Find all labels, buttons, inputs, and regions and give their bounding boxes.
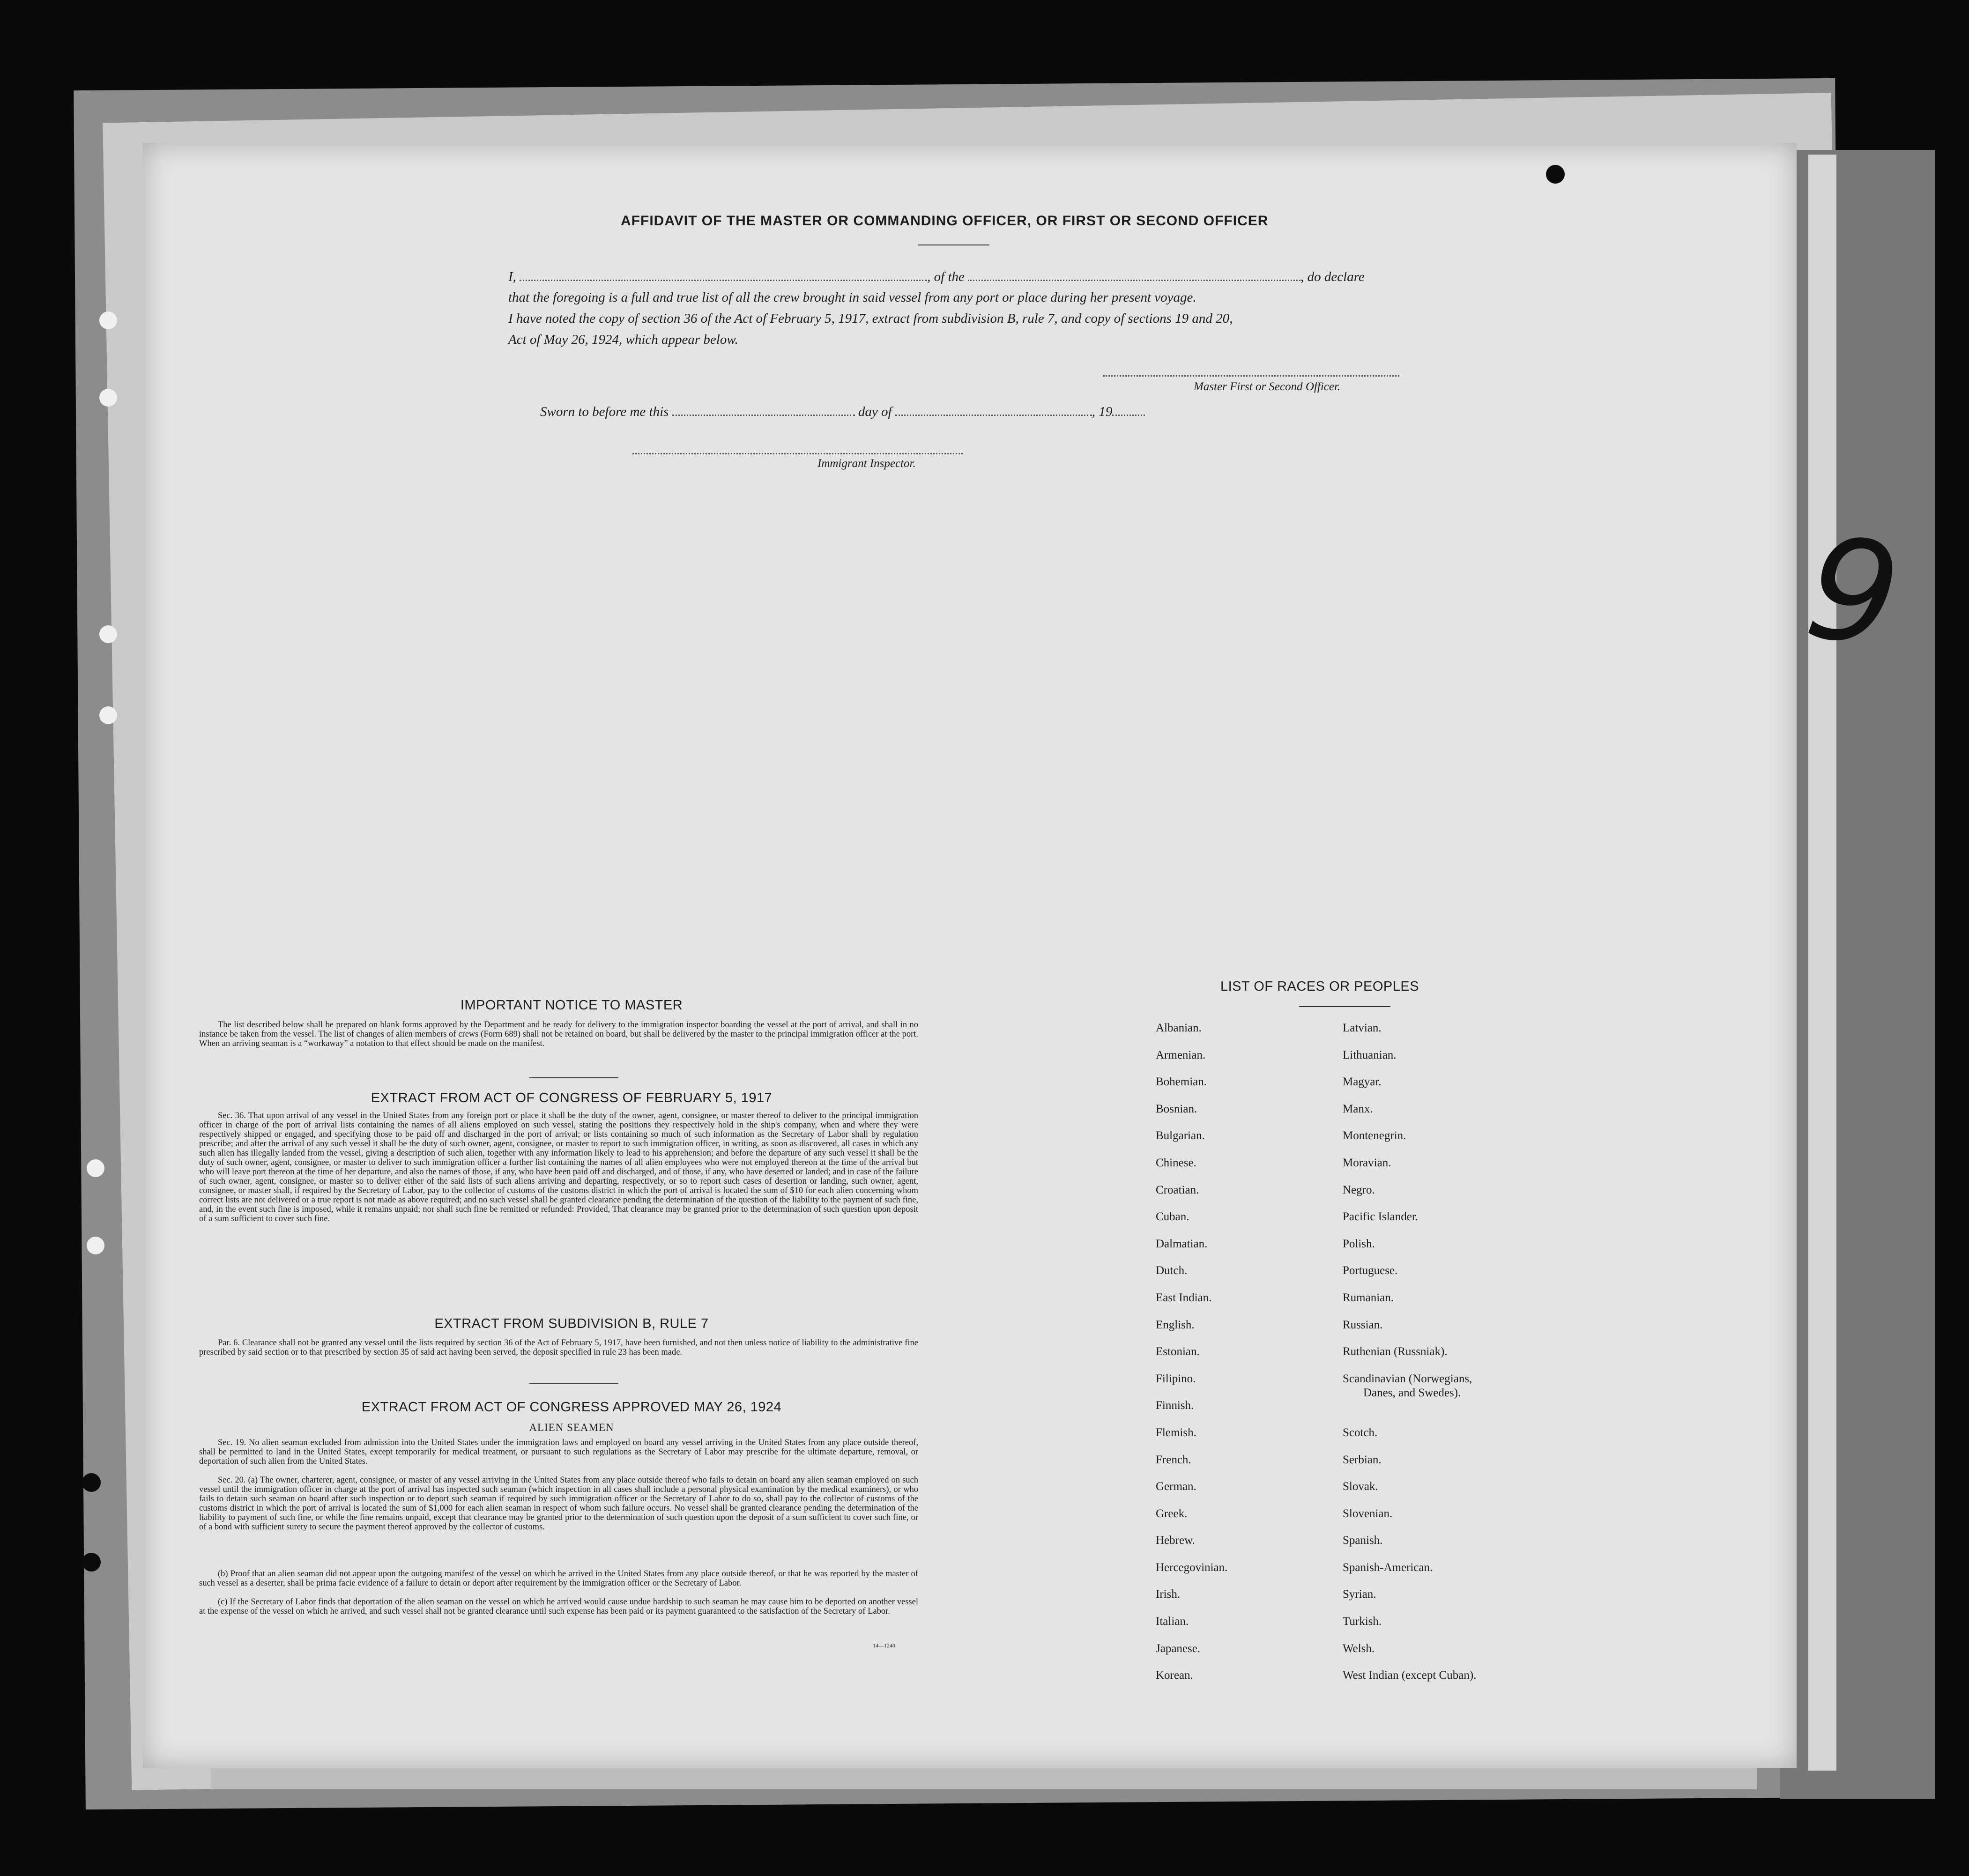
master-signature-field[interactable] <box>1103 375 1399 377</box>
race-item: Hebrew. <box>1156 1534 1195 1547</box>
race-item: Ruthenian (Russniak). <box>1343 1345 1448 1358</box>
extract-1924-sec19: Sec. 19. No alien seaman excluded from admission into the United States under the immigration laws and employed on board any vessel arriving in the United States from any place outside thereof, shall be permitted to land in the United States, except temporarily for medical treatment, or pursuant to such regulations as the Secretary of Labor may prescribe for the ultimate departure, removal, or deportation of such alien from the United States. <box>199 1438 918 1466</box>
race-item: Pacific Islander. <box>1343 1210 1419 1223</box>
affidavit-title: AFFIDAVIT OF THE MASTER OR COMMANDING OFFICER, OR FIRST OR SECOND OFFICER <box>621 213 1269 229</box>
race-item: Montenegrin. <box>1343 1129 1406 1142</box>
binder-hole <box>87 1237 104 1254</box>
race-item: East Indian. <box>1156 1291 1212 1304</box>
right-sheet-edge-light <box>1808 155 1836 1771</box>
race-item: Italian. <box>1156 1615 1189 1628</box>
race-item: Dalmatian. <box>1156 1237 1208 1250</box>
race-item: French. <box>1156 1453 1191 1466</box>
race-item: Bohemian. <box>1156 1075 1207 1089</box>
inspector-signature-label: Immigrant Inspector. <box>817 457 916 470</box>
declaration-line-2: that the foregoing is a full and true list of all the crew brought in said vessel from any port or place during her present voyage. <box>508 290 1196 305</box>
race-item: Spanish. <box>1343 1534 1383 1547</box>
notice-title: IMPORTANT NOTICE TO MASTER <box>460 998 683 1013</box>
race-item: Spanish-American. <box>1343 1561 1433 1574</box>
race-item: Armenian. <box>1156 1048 1206 1061</box>
sworn-year-field[interactable] <box>1112 415 1145 416</box>
race-item: Russian. <box>1343 1318 1383 1331</box>
race-item: Estonian. <box>1156 1345 1200 1358</box>
rule7-title: EXTRACT FROM SUBDIVISION B, RULE 7 <box>434 1316 709 1331</box>
declare-suffix: , do declare <box>1300 269 1365 284</box>
race-item: Cuban. <box>1156 1210 1189 1223</box>
race-item: Polish. <box>1343 1237 1375 1250</box>
race-item: Filipino. <box>1156 1372 1196 1385</box>
race-item: Scandinavian (Norwegians, Danes, and Swedes). <box>1343 1372 1476 1426</box>
sworn-day-field[interactable] <box>672 415 855 416</box>
race-item: Latvian. <box>1343 1022 1382 1034</box>
race-item: Turkish. <box>1343 1615 1382 1628</box>
binder-hole <box>82 1473 101 1492</box>
rule7-text: Par. 6. Clearance shall not be granted any vessel until the lists required by section 36 of the Act of February 5, 1917, have been furnished, and not then unless notice of liability to the administrative fine prescribed by said section or to that prescribed by section 35 of said act having been served, the deposit specified in rule 23 has been made. <box>199 1338 918 1357</box>
race-item: English. <box>1156 1318 1195 1331</box>
race-item: Rumanian. <box>1343 1291 1394 1304</box>
extract-1924-sec20a: Sec. 20. (a) The owner, charterer, agent, consignee, or master of any vessel arriving in the United States from any place outside thereof who fails to detain on board any alien seaman employed on such vessel until the immigration officer in charge at the port of arrival has inspected such seaman (which inspection in all cases shall include a personal physical examination by the medical examiners), or who fails to detain such seaman on board after such inspection or to deport such seaman if required by such immigration officer or the Secretary of Labor to do so, shall pay to the collector of customs of the customs district in which the port of arrival is located the sum of $1,000 for each alien seaman in respect of whom such failure occurs. No vessel shall be granted clearance pending the determination of the liability to payment of such fine, or while the fine remains unpaid, except that clearance may be granted prior to the determination of such question upon the deposit of a sum sufficient to cover such fine, or of a bond with sufficient surety to secure the payment thereof approved by the collector of customs. <box>199 1476 918 1532</box>
races-right-column <box>1343 1021 1476 1696</box>
race-item: Slovak. <box>1343 1480 1378 1493</box>
alien-seamen-subtitle: ALIEN SEAMEN <box>529 1422 614 1433</box>
race-item: Croatian. <box>1156 1183 1199 1196</box>
extract-1917-text: Sec. 36. That upon arrival of any vessel in the United States from any foreign port or place it shall be the duty of the owner, agent, consignee, or master thereof to deliver to the principal immigration officer in charge of the port of arrival lists containing the names of all aliens employed on such vessel, stating the positions they respectively hold in the ship's company, when and where they were respectively shipped or engaged, and specifying those to be paid off and discharged in the port of arrival; or lists containing so much of such information as the Secretary of Labor shall by regulation prescribe; and after the arrival of any such vessel it shall be the duty of such owner, agent, consignee, or master to report to such immigration officer, in writing, as soon as discovered, all cases in which any such alien has illegally landed from the vessel, giving a description of such alien, together with any information likely to lead to his apprehension; and before the departure of any such vessel it shall be the duty of such owner, agent, consignee, or master to deliver to such immigration officer a further list containing the names of all alien employees who were not employed thereon at the time of the arrival but who will leave port thereon at the time of her departure, and also the names of those, if any, who have been paid off and discharged, and of those, if any, who have deserted or landed; and in case of the failure of such owner, agent, consignee, or master so to deliver either of the said lists of such aliens arriving and departing, respectively, or so to report such cases of desertion or landing, such owner, agent, consignee, or master shall, if required by the Secretary of Labor, pay to the collector of customs of the customs district in which the port of arrival is located the sum of $10 for each alien concerning whom correct lists are not delivered or a true report is not made as above required; and no such vessel shall be granted clearance pending the determination of the question of the liability to the payment of such fine, and, in the event such fine is imposed, while it remains unpaid; nor shall such fine be remitted or refunded: Provided, That clearance may be granted prior to the determination of such question upon deposit of a sum sufficient to cover such fine. <box>199 1111 918 1223</box>
master-signature-label: Master First or Second Officer. <box>1194 380 1341 393</box>
race-item: Scotch. <box>1343 1426 1378 1439</box>
race-item: Hercegovinian. <box>1156 1561 1228 1574</box>
section-rule <box>529 1383 618 1384</box>
race-item: Serbian. <box>1343 1453 1382 1466</box>
extract-1924-sec20b: (b) Proof that an alien seaman did not appear upon the outgoing manifest of the vessel on which he arrived in the United States from any place outside thereof, or that he was reported by the master of such vessel as a deserter, shall be prima facie evidence of a failure to detain or deport after requirement by the immigration officer or the Secretary of Labor. <box>199 1569 918 1588</box>
declaration-line-4: Act of May 26, 1924, which appear below. <box>508 332 738 347</box>
sworn-month-field[interactable] <box>895 415 1092 416</box>
declarant-prefix: I, <box>508 269 516 284</box>
race-item: Korean. <box>1156 1669 1193 1682</box>
race-item: Chinese. <box>1156 1156 1196 1169</box>
extract-1924-sec20c: (c) If the Secretary of Labor finds that deportation of the alien seaman on the vessel on which he arrived would cause undue hardship to such seaman he may cause him to be deported on another vessel at the expense of the vessel on which he arrived, and such vessel shall not be granted clearance until such expense has been paid or its payment guaranteed to the satisfaction of the Secretary of Labor. <box>199 1597 918 1616</box>
vessel-name-field[interactable] <box>968 280 1300 281</box>
declaration-line-3: I have noted the copy of section 36 of the Act of February 5, 1917, extract from subdivision B, rule 7, and copy of sections 19 and 20, <box>508 311 1233 326</box>
race-item: German. <box>1156 1480 1196 1493</box>
race-item: Finnish. <box>1156 1399 1194 1412</box>
sworn-line <box>540 404 1145 420</box>
sworn-prefix: Sworn to before me this <box>540 404 669 419</box>
race-item: Irish. <box>1156 1588 1181 1601</box>
races-rule <box>1299 1006 1390 1007</box>
race-item: Albanian. <box>1156 1022 1202 1034</box>
section-rule <box>529 1077 618 1078</box>
race-item: Magyar. <box>1343 1075 1382 1089</box>
extract-1924-title: EXTRACT FROM ACT OF CONGRESS APPROVED MAY 26, 1924 <box>361 1400 782 1415</box>
race-item: Dutch. <box>1156 1264 1188 1277</box>
handwritten-number: 9 <box>1797 505 1909 680</box>
declaration-line-1 <box>508 269 1365 285</box>
binder-hole <box>1546 165 1565 184</box>
extract-1917-title: EXTRACT FROM ACT OF CONGRESS OF FEBRUARY 5, 1917 <box>371 1090 773 1105</box>
race-item: Bosnian. <box>1156 1102 1197 1115</box>
declaration-text <box>508 287 1417 350</box>
race-item: Moravian. <box>1343 1156 1391 1169</box>
races-title: LIST OF RACES OR PEOPLES <box>1220 979 1419 994</box>
race-item: Bulgarian. <box>1156 1129 1205 1142</box>
race-item: West Indian (except Cuban). <box>1343 1669 1477 1682</box>
binder-hole <box>82 1553 101 1572</box>
race-item: Welsh. <box>1343 1642 1375 1655</box>
inspector-signature-field[interactable] <box>632 453 963 454</box>
binder-hole <box>99 625 117 643</box>
race-item: Japanese. <box>1156 1642 1201 1655</box>
race-item-continuation: Danes, and Swedes). <box>1363 1386 1461 1399</box>
race-item: Flemish. <box>1156 1426 1196 1439</box>
race-item: Portuguese. <box>1343 1264 1398 1277</box>
declarant-name-field[interactable] <box>520 280 927 281</box>
race-item: Negro. <box>1343 1183 1375 1196</box>
race-item: Manx. <box>1343 1102 1373 1115</box>
sworn-day-of: day of <box>858 404 892 419</box>
race-item: Greek. <box>1156 1507 1188 1520</box>
binder-hole <box>99 706 117 724</box>
vessel-prefix: , of the <box>927 269 965 284</box>
binder-hole <box>87 1159 104 1177</box>
race-item: Slovenian. <box>1343 1507 1393 1520</box>
races-left-column <box>1156 1021 1227 1696</box>
form-code: 14—1240 <box>873 1642 895 1649</box>
race-item: Syrian. <box>1343 1588 1376 1601</box>
sworn-year-prefix: , 19 <box>1092 404 1113 419</box>
race-item: Lithuanian. <box>1343 1048 1397 1061</box>
binder-hole <box>99 389 117 407</box>
notice-text: The list described below shall be prepared on blank forms approved by the Department and be ready for delivery to the immigration inspector boarding the vessel at the port of arrival, and shall in no instance be taken from the vessel. The list of changes of alien members of crews (Form 689) shall not be retained on board, but shall be delivered by the master to the principal immigration officer at the port. When an arriving seaman is a “workaway” a notation to that effect should be made on the manifest. <box>199 1020 918 1048</box>
binder-hole <box>99 311 117 329</box>
right-sheet-edge <box>1780 150 1935 1799</box>
